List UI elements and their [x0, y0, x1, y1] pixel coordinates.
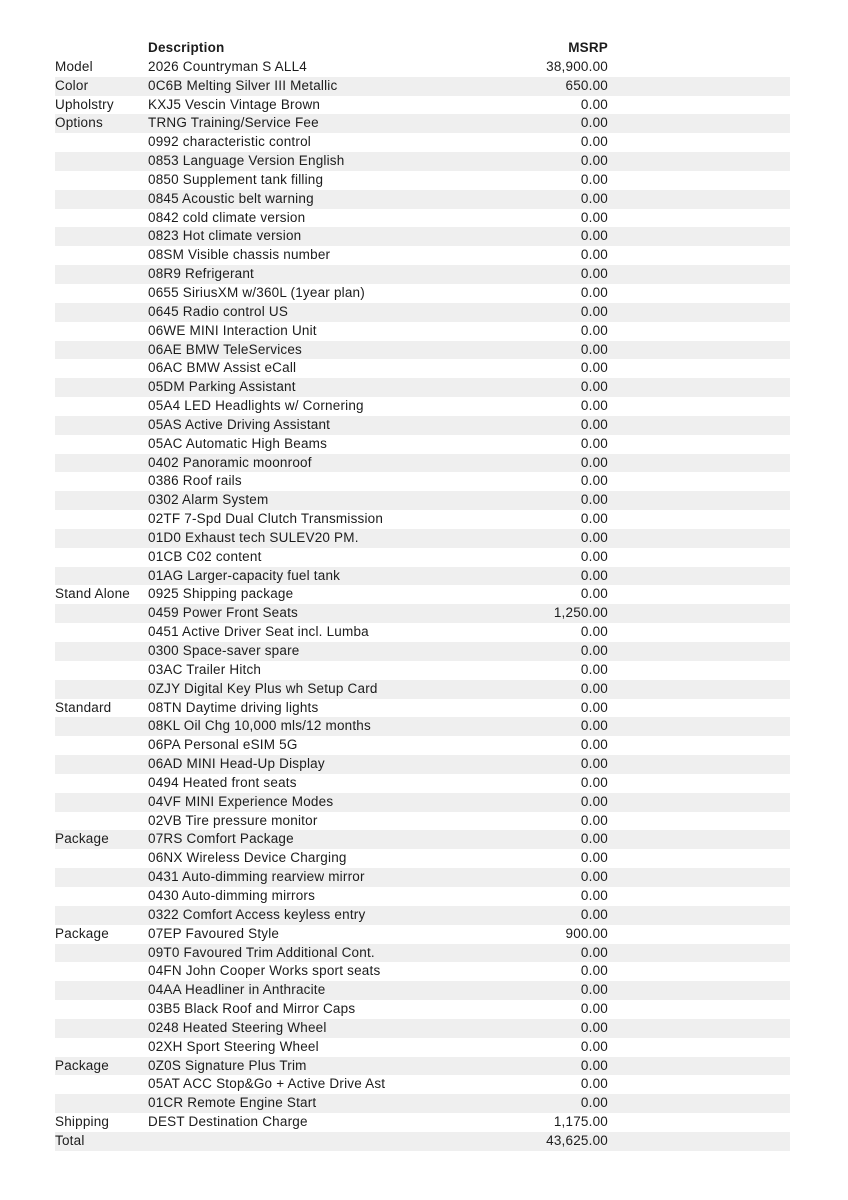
row-category-label	[55, 529, 148, 548]
row-category-label	[55, 661, 148, 680]
row-spacer	[608, 906, 790, 925]
row-spacer	[608, 1038, 790, 1057]
row-spacer	[608, 359, 790, 378]
row-description: 0C6B Melting Silver III Metallic	[148, 77, 338, 93]
row-msrp: 0.00	[580, 718, 608, 734]
row-category-label	[55, 1000, 148, 1019]
row-description: 2026 Countryman S ALL4	[148, 58, 308, 74]
table-body	[55, 58, 790, 1151]
table-row	[55, 96, 790, 115]
table-row	[55, 925, 790, 944]
table-row	[55, 341, 790, 360]
row-msrp: 0.00	[580, 963, 608, 979]
row-msrp: 0.00	[580, 1038, 608, 1054]
row-msrp: 0.00	[580, 586, 608, 602]
row-msrp: 0.00	[580, 812, 608, 828]
row-category-label	[55, 642, 148, 661]
table-row	[55, 604, 790, 623]
row-category-label: Upholstry	[55, 96, 114, 112]
row-msrp: 0.00	[580, 115, 608, 131]
row-msrp: 0.00	[580, 492, 608, 508]
row-msrp: 0.00	[580, 511, 608, 527]
row-msrp: 1,250.00	[553, 605, 608, 621]
row-description: 05AT ACC Stop&Go + Active Drive Ast	[148, 1076, 386, 1092]
row-spacer	[608, 284, 790, 303]
row-category-label: Color	[55, 77, 89, 93]
row-msrp: 43,625.00	[546, 1132, 608, 1148]
row-spacer	[608, 96, 790, 115]
row-category-label	[55, 397, 148, 416]
row-spacer	[608, 699, 790, 718]
pricing-table	[55, 39, 790, 1151]
row-description: TRNG Training/Service Fee	[148, 115, 319, 131]
row-msrp: 0.00	[580, 756, 608, 772]
table-row	[55, 887, 790, 906]
row-msrp: 1,175.00	[553, 1114, 608, 1130]
row-category-label	[55, 491, 148, 510]
row-spacer	[608, 1000, 790, 1019]
row-description: 08R9 Refrigerant	[148, 266, 255, 282]
row-description: 07RS Comfort Package	[148, 831, 294, 847]
row-spacer	[608, 774, 790, 793]
row-msrp: 0.00	[580, 1001, 608, 1017]
table-row	[55, 944, 790, 963]
row-spacer	[608, 171, 790, 190]
row-spacer	[608, 585, 790, 604]
row-spacer	[608, 887, 790, 906]
row-category-label	[55, 265, 148, 284]
row-spacer	[608, 491, 790, 510]
row-spacer	[608, 397, 790, 416]
table-row	[55, 755, 790, 774]
row-description: 02TF 7-Spd Dual Clutch Transmission	[148, 511, 384, 527]
row-msrp: 0.00	[580, 887, 608, 903]
row-spacer	[608, 435, 790, 454]
row-msrp: 0.00	[580, 341, 608, 357]
row-msrp: 0.00	[580, 322, 608, 338]
row-msrp: 0.00	[580, 643, 608, 658]
row-description: 0494 Heated front seats	[148, 774, 297, 790]
row-description: 06AE BMW TeleServices	[148, 341, 303, 357]
row-spacer	[608, 736, 790, 755]
table-row	[55, 77, 790, 96]
row-spacer	[608, 152, 790, 171]
row-msrp: 0.00	[580, 869, 608, 885]
table-row	[55, 868, 790, 887]
row-description: 0300 Space-saver spare	[148, 643, 300, 658]
row-spacer	[608, 925, 790, 944]
row-description: 06AD MINI Head-Up Display	[148, 756, 325, 772]
row-description: 02VB Tire pressure monitor	[148, 812, 318, 828]
row-description: 0459 Power Front Seats	[148, 605, 298, 621]
row-description: 0992 characteristic control	[148, 134, 311, 150]
row-msrp: 0.00	[580, 153, 608, 169]
table-row	[55, 793, 790, 812]
row-msrp: 0.00	[580, 624, 608, 640]
row-spacer	[608, 642, 790, 661]
row-spacer	[608, 529, 790, 548]
table-row	[55, 906, 790, 925]
row-spacer	[608, 1094, 790, 1113]
row-msrp: 0.00	[580, 737, 608, 753]
table-row	[55, 567, 790, 586]
row-category-label	[55, 341, 148, 360]
row-description: 02XH Sport Steering Wheel	[148, 1038, 319, 1054]
table-row	[55, 416, 790, 435]
table-row	[55, 585, 790, 604]
row-category-label: Package	[55, 1057, 109, 1073]
row-spacer	[608, 1075, 790, 1094]
row-category-label	[55, 680, 148, 699]
table-row	[55, 378, 790, 397]
row-msrp: 0.00	[580, 661, 608, 677]
table-row	[55, 58, 790, 77]
row-description: 07EP Favoured Style	[148, 925, 280, 941]
row-spacer	[608, 114, 790, 133]
row-msrp: 0.00	[580, 944, 608, 960]
row-spacer	[608, 944, 790, 963]
row-description: 0925 Shipping package	[148, 586, 294, 602]
row-description: DEST Destination Charge	[148, 1114, 308, 1130]
row-spacer	[608, 303, 790, 322]
row-description: 0ZJY Digital Key Plus wh Setup Card	[148, 680, 378, 696]
row-category-label	[55, 548, 148, 567]
row-spacer	[608, 755, 790, 774]
row-description: 0430 Auto-dimming mirrors	[148, 887, 316, 903]
row-msrp: 0.00	[580, 134, 608, 150]
table-row	[55, 623, 790, 642]
row-category-label	[55, 906, 148, 925]
row-spacer	[608, 661, 790, 680]
row-description: 06NX Wireless Device Charging	[148, 850, 347, 866]
row-category-label	[55, 717, 148, 736]
row-msrp: 0.00	[580, 548, 608, 564]
row-category-label: Shipping	[55, 1114, 110, 1130]
row-category-label: Standard	[55, 699, 112, 715]
table-row	[55, 1038, 790, 1057]
row-spacer	[608, 133, 790, 152]
table-header-row	[55, 39, 790, 58]
row-msrp: 0.00	[580, 1076, 608, 1092]
table-row	[55, 322, 790, 341]
row-msrp: 0.00	[580, 529, 608, 545]
row-category-label	[55, 1075, 148, 1094]
row-description	[148, 1132, 428, 1151]
row-spacer	[608, 1057, 790, 1076]
row-spacer	[608, 567, 790, 586]
row-spacer	[608, 416, 790, 435]
table-row	[55, 190, 790, 209]
row-category-label	[55, 284, 148, 303]
table-row	[55, 680, 790, 699]
row-spacer	[608, 378, 790, 397]
row-spacer	[608, 190, 790, 209]
row-category-label	[55, 190, 148, 209]
row-description: 01CR Remote Engine Start	[148, 1095, 317, 1111]
row-spacer	[608, 830, 790, 849]
table-row	[55, 1132, 790, 1151]
row-description: 03B5 Black Roof and Mirror Caps	[148, 1001, 356, 1017]
row-description: 08TN Daytime driving lights	[148, 699, 319, 715]
row-description: 01D0 Exhaust tech SULEV20 PM.	[148, 529, 359, 545]
row-spacer	[608, 341, 790, 360]
row-category-label	[55, 774, 148, 793]
row-spacer	[608, 510, 790, 529]
row-category-label	[55, 567, 148, 586]
row-spacer	[608, 981, 790, 1000]
row-category-label	[55, 133, 148, 152]
row-msrp: 0.00	[580, 379, 608, 395]
row-description: 08SM Visible chassis number	[148, 247, 331, 263]
row-description: 05AC Automatic High Beams	[148, 435, 328, 451]
vehicle-pricing-sheet	[55, 39, 790, 1151]
row-category-label	[55, 209, 148, 228]
row-msrp: 0.00	[580, 680, 608, 696]
row-category-label	[55, 454, 148, 473]
row-spacer	[608, 454, 790, 473]
table-row	[55, 133, 790, 152]
row-category-label	[55, 962, 148, 981]
row-category-label	[55, 793, 148, 812]
table-row	[55, 265, 790, 284]
row-category-label	[55, 359, 148, 378]
row-msrp: 0.00	[580, 96, 608, 112]
row-category-label	[55, 604, 148, 623]
column-header-category	[55, 39, 148, 58]
row-msrp: 0.00	[580, 831, 608, 847]
table-row	[55, 397, 790, 416]
row-description: 03AC Trailer Hitch	[148, 661, 262, 677]
row-category-label	[55, 755, 148, 774]
table-row	[55, 171, 790, 190]
row-category-label: Package	[55, 831, 109, 847]
row-category-label	[55, 944, 148, 963]
row-category-label	[55, 510, 148, 529]
table-row	[55, 152, 790, 171]
row-msrp: 0.00	[580, 228, 608, 244]
row-msrp: 0.00	[580, 435, 608, 451]
row-description: 05A4 LED Headlights w/ Cornering	[148, 398, 364, 414]
row-spacer	[608, 623, 790, 642]
row-msrp: 650.00	[565, 77, 608, 93]
row-msrp: 0.00	[580, 360, 608, 376]
row-msrp: 0.00	[580, 303, 608, 319]
row-category-label	[55, 868, 148, 887]
row-category-label: Options	[55, 115, 103, 131]
table-row	[55, 774, 790, 793]
row-msrp: 0.00	[580, 1019, 608, 1035]
table-row	[55, 736, 790, 755]
row-category-label	[55, 227, 148, 246]
row-msrp: 0.00	[580, 398, 608, 414]
row-spacer	[608, 812, 790, 831]
row-description: 09T0 Favoured Trim Additional Cont.	[148, 944, 375, 960]
row-msrp: 0.00	[580, 774, 608, 790]
row-spacer	[608, 868, 790, 887]
row-category-label	[55, 1094, 148, 1113]
row-spacer	[608, 322, 790, 341]
table-row	[55, 962, 790, 981]
row-description: 04VF MINI Experience Modes	[148, 793, 334, 809]
table-row	[55, 1094, 790, 1113]
row-description: 01AG Larger-capacity fuel tank	[148, 567, 341, 583]
table-row	[55, 1113, 790, 1132]
row-category-label: Stand Alone	[55, 586, 131, 602]
row-description: 0655 SiriusXM w/360L (1year plan)	[148, 284, 365, 300]
table-row	[55, 284, 790, 303]
table-row	[55, 699, 790, 718]
row-description: 0845 Acoustic belt warning	[148, 190, 314, 206]
row-msrp: 0.00	[580, 793, 608, 809]
table-row	[55, 454, 790, 473]
row-description: 05DM Parking Assistant	[148, 379, 296, 395]
row-spacer	[608, 548, 790, 567]
table-row	[55, 642, 790, 661]
row-category-label: Model	[55, 58, 93, 74]
table-row	[55, 1057, 790, 1076]
row-spacer	[608, 472, 790, 491]
row-description: 0402 Panoramic moonroof	[148, 454, 312, 470]
row-msrp: 0.00	[580, 416, 608, 432]
row-spacer	[608, 1132, 790, 1151]
row-msrp: 0.00	[580, 982, 608, 998]
row-category-label	[55, 849, 148, 868]
table-row	[55, 227, 790, 246]
table-row	[55, 435, 790, 454]
row-description: 0645 Radio control US	[148, 303, 289, 319]
row-category-label: Total	[55, 1132, 85, 1148]
table-row	[55, 717, 790, 736]
row-msrp: 38,900.00	[546, 58, 608, 74]
row-spacer	[608, 604, 790, 623]
row-description: 04FN John Cooper Works sport seats	[148, 963, 381, 979]
row-description: 0248 Heated Steering Wheel	[148, 1019, 327, 1035]
row-msrp: 0.00	[580, 906, 608, 922]
table-row	[55, 529, 790, 548]
row-category-label	[55, 812, 148, 831]
row-spacer	[608, 265, 790, 284]
row-description: 0850 Supplement tank filling	[148, 171, 324, 187]
row-category-label: Package	[55, 925, 109, 941]
table-row	[55, 830, 790, 849]
row-category-label	[55, 472, 148, 491]
row-description: 0302 Alarm System	[148, 492, 269, 508]
row-spacer	[608, 680, 790, 699]
row-description: 08KL Oil Chg 10,000 mls/12 months	[148, 718, 371, 734]
row-category-label	[55, 736, 148, 755]
table-row	[55, 548, 790, 567]
row-description: 06WE MINI Interaction Unit	[148, 322, 317, 338]
row-description: 0451 Active Driver Seat incl. Lumba	[148, 624, 369, 640]
table-row	[55, 661, 790, 680]
row-spacer	[608, 77, 790, 96]
table-row	[55, 1019, 790, 1038]
row-category-label	[55, 322, 148, 341]
row-description: 0842 cold climate version	[148, 209, 306, 225]
table-row	[55, 812, 790, 831]
row-description: 01CB C02 content	[148, 548, 262, 564]
row-spacer	[608, 793, 790, 812]
row-spacer	[608, 58, 790, 77]
table-row	[55, 981, 790, 1000]
row-msrp: 0.00	[580, 567, 608, 583]
row-description: 0823 Hot climate version	[148, 228, 302, 244]
row-spacer	[608, 1113, 790, 1132]
row-msrp: 0.00	[580, 1057, 608, 1073]
column-header-description: Description	[148, 40, 225, 55]
row-category-label	[55, 378, 148, 397]
row-description: 06PA Personal eSIM 5G	[148, 737, 298, 753]
row-category-label	[55, 303, 148, 322]
row-spacer	[608, 209, 790, 228]
row-category-label	[55, 152, 148, 171]
row-msrp: 0.00	[580, 473, 608, 489]
row-msrp: 0.00	[580, 209, 608, 225]
row-category-label	[55, 887, 148, 906]
row-description: 0Z0S Signature Plus Trim	[148, 1057, 307, 1073]
row-description: 0386 Roof rails	[148, 473, 242, 489]
row-category-label	[55, 416, 148, 435]
row-spacer	[608, 246, 790, 265]
row-msrp: 0.00	[580, 171, 608, 187]
table-row	[55, 209, 790, 228]
row-msrp: 0.00	[580, 247, 608, 263]
row-msrp: 0.00	[580, 266, 608, 282]
row-category-label	[55, 171, 148, 190]
row-description: 0431 Auto-dimming rearview mirror	[148, 869, 365, 885]
row-category-label	[55, 1038, 148, 1057]
row-spacer	[608, 1019, 790, 1038]
table-row	[55, 359, 790, 378]
row-description: KXJ5 Vescin Vintage Brown	[148, 96, 321, 112]
row-msrp: 900.00	[565, 925, 608, 941]
row-description: 06AC BMW Assist eCall	[148, 360, 297, 376]
table-row	[55, 303, 790, 322]
row-msrp: 0.00	[580, 850, 608, 866]
row-description: 04AA Headliner in Anthracite	[148, 982, 326, 998]
row-category-label	[55, 623, 148, 642]
header-spacer	[608, 39, 790, 58]
table-row	[55, 114, 790, 133]
table-row	[55, 1075, 790, 1094]
row-spacer	[608, 227, 790, 246]
table-row	[55, 510, 790, 529]
row-spacer	[608, 717, 790, 736]
row-spacer	[608, 962, 790, 981]
column-header-msrp: MSRP	[568, 40, 608, 55]
row-category-label	[55, 246, 148, 265]
row-msrp: 0.00	[580, 1095, 608, 1111]
row-category-label	[55, 1019, 148, 1038]
table-row	[55, 472, 790, 491]
row-msrp: 0.00	[580, 284, 608, 300]
row-description: 0322 Comfort Access keyless entry	[148, 906, 366, 922]
table-row	[55, 1000, 790, 1019]
table-row	[55, 246, 790, 265]
table-row	[55, 491, 790, 510]
row-description: 0853 Language Version English	[148, 153, 345, 169]
row-msrp: 0.00	[580, 190, 608, 206]
row-description: 05AS Active Driving Assistant	[148, 416, 331, 432]
table-row	[55, 849, 790, 868]
row-spacer	[608, 849, 790, 868]
row-msrp: 0.00	[580, 699, 608, 715]
row-category-label	[55, 435, 148, 454]
row-msrp: 0.00	[580, 454, 608, 470]
row-category-label	[55, 981, 148, 1000]
